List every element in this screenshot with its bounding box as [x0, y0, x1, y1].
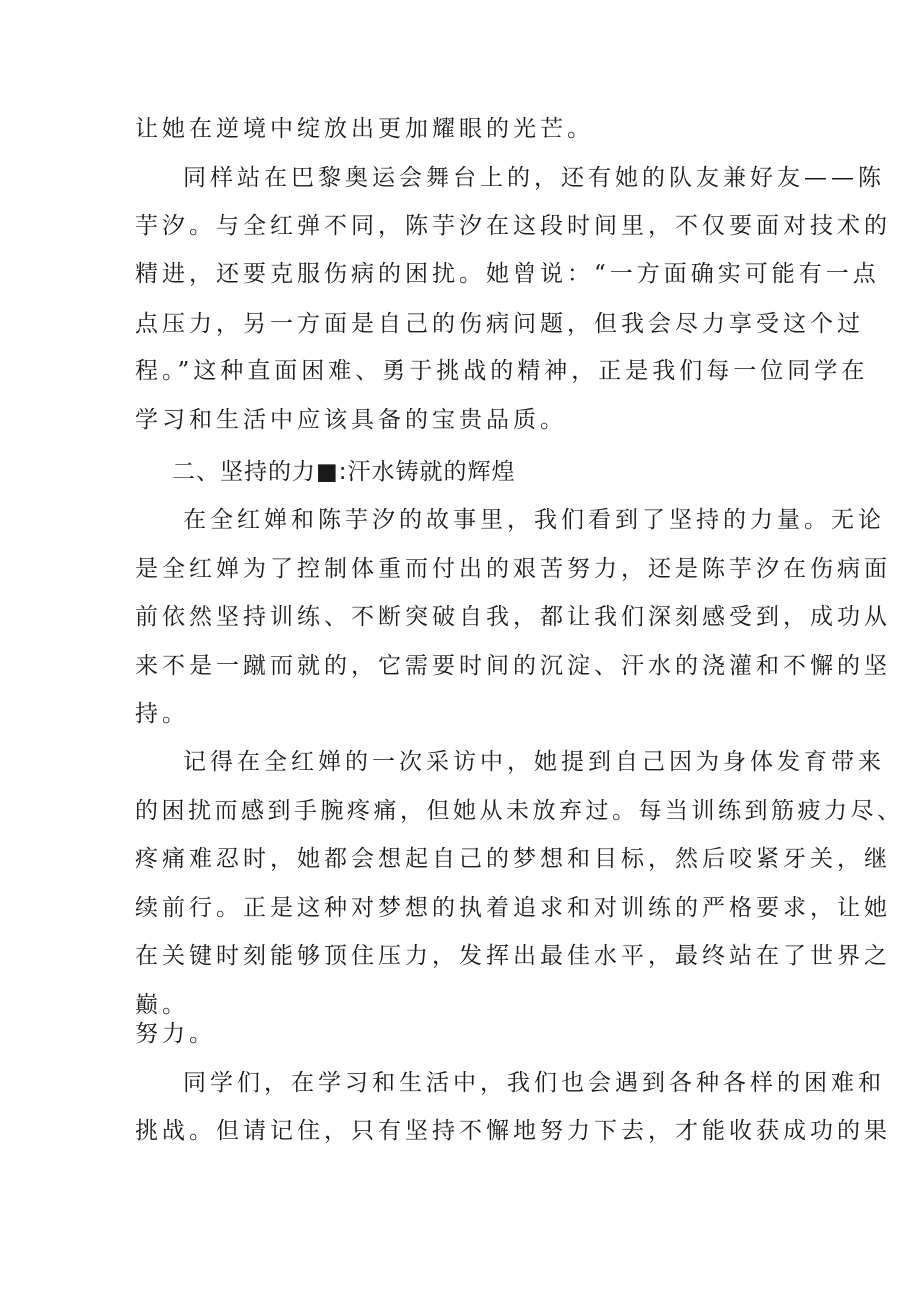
text-line: 疼痛难忍时，她都会想起自己的梦想和目标，然后咬紧牙关，继 — [135, 846, 891, 872]
text-line: 在全红婵和陈芋汐的故事里，我们看到了坚持的力量。无论 — [183, 507, 885, 533]
text-line: 来不是一蹴而就的，它需要时间的沉淀、汗水的浇灌和不懈的坚 — [135, 653, 891, 679]
text-line: 同学们，在学习和生活中，我们也会遇到各种各样的困难和 — [183, 1070, 885, 1096]
text-line: 精进，还要克服伤病的困扰。她曾说：“一方面确实可能有一点 — [135, 261, 880, 287]
text-line: 点压力，另一方面是自己的伤病问题，但我会尽力享受这个过 — [135, 311, 864, 337]
section-heading: 二、坚持的力■:汗水铸就的辉煌 — [172, 459, 516, 485]
text-line: 同样站在巴黎奥运会舞台上的，还有她的队友兼好友——陈 — [183, 165, 885, 191]
text-line: 学习和生活中应该具备的宝贵品质。 — [135, 407, 567, 433]
text-line: 的困扰而感到手腕疼痛，但她从未放弃过。每当训练到筋疲力尽、 — [135, 798, 904, 824]
text-line: 程。”这种直面困难、勇于挑战的精神，正是我们每一位同学在 — [135, 358, 869, 384]
text-line: 芋汐。与全红弹不同，陈芋汐在这段时间里，不仅要面对技术的 — [135, 213, 891, 239]
text-line: 续前行。正是这种对梦想的执着追求和对训练的严格要求，让她 — [135, 895, 891, 921]
text-line: 在关键时刻能够顶住压力，发挥出最佳水平，最终站在了世界之 — [135, 943, 891, 969]
text-line: 是全红婵为了控制体重而付出的艰苦努力，还是陈芋汐在伤病面 — [135, 556, 891, 582]
text-line: 挑战。但请记住，只有坚持不懈地努力下去，才能收获成功的果 — [135, 1118, 891, 1144]
text-line: 持。 — [135, 701, 189, 727]
text-line: 前依然坚持训练、不断突破自我，都让我们深刻感受到，成功从 — [135, 604, 891, 630]
text-line: 巅。 — [135, 992, 189, 1018]
text-line: 让她在逆境中绽放出更加耀眼的光芒。 — [135, 116, 594, 142]
text-line: 记得在全红婵的一次采访中，她提到自己因为身体发育带来 — [183, 749, 885, 775]
text-line: 努力。 — [135, 1021, 216, 1047]
